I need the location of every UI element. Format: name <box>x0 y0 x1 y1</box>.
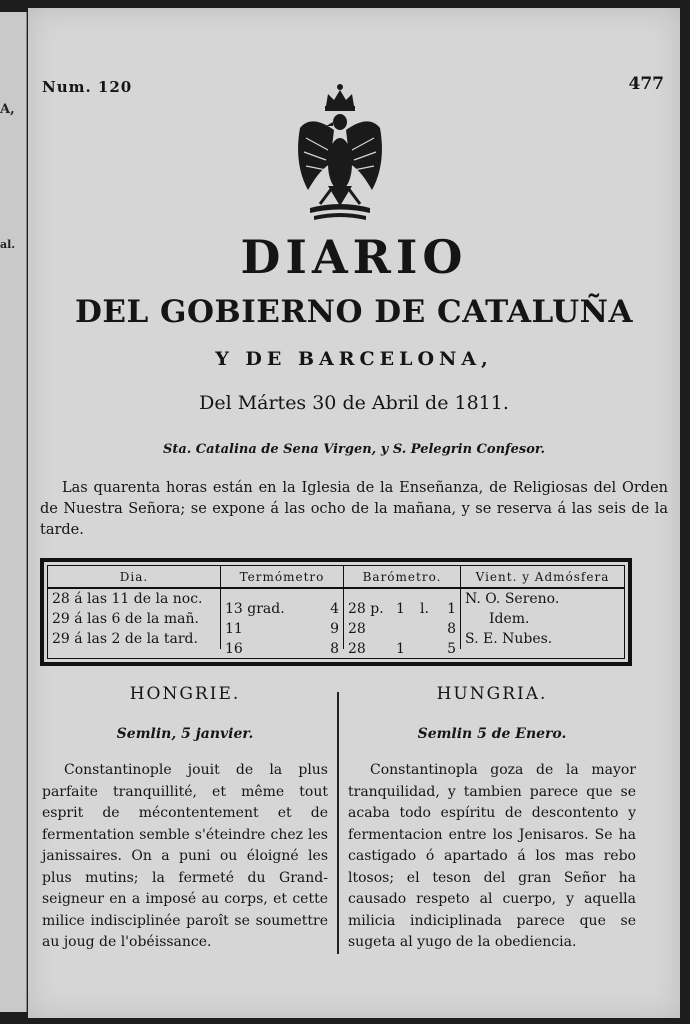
cell-dia: 28 á las 11 de la noc. <box>48 588 221 609</box>
column-body: Constantinople jouit de la plus parfaite tranquillité, et même tout esprit de mécontentement et de fermentation semble s'éteindre chez les janissaires. On a puni ou éloigné les plus mutins; la fermeté du Grand-seigneur en a imposé au corps, et cette milice indisciplinée paroît se soumettre au joug de l'obéissance. <box>42 762 328 950</box>
masthead-city: Y DE BARCELONA, <box>215 348 493 370</box>
cell-viento: S. E. Nubes. <box>465 631 553 647</box>
cell-termometro: 16 8 <box>221 629 344 649</box>
masthead-subtitle: DEL GOBIERNO DE CATALUÑA <box>74 294 634 330</box>
cell-termometro: 13 grad. 4 <box>221 588 344 609</box>
header-barometro: Barómetro. <box>344 566 461 588</box>
table-row <box>48 629 624 649</box>
cell-dia: 29 á las 6 de la mañ. <box>48 609 221 629</box>
weather-table <box>40 558 632 666</box>
column-dateline: Semlin, 5 janvier. <box>116 726 254 742</box>
adjacent-page-edge <box>0 12 27 1012</box>
issue-number: Num. 120 <box>42 78 133 96</box>
newspaper-page <box>28 8 680 1018</box>
table-row <box>48 588 624 609</box>
cell-viento: Idem. <box>489 611 530 627</box>
cell-barometro: 28 1 5 <box>344 629 461 649</box>
column-dateline: Semlin 5 de Enero. <box>417 726 567 742</box>
margin-fragment: al. <box>0 238 16 251</box>
table-row <box>48 609 624 629</box>
column-divider <box>337 692 339 954</box>
column-body: Constantinopla goza de la mayor tranquilidad, y tambien parece que se acaba todo espíritu de descontento y fermentacion entre los Jenisaros. Se ha castigado ó apartado á los mas rebo ltosos; el teson del gran Señor ha causado respeto al cuerpo, y aquella milicia indiciplinada parece que se sugeta al yugo de la obediencia. <box>348 762 636 950</box>
header-termometro: Termómetro <box>221 566 344 588</box>
cell-barometro: 28 p. 1 l. 1 <box>344 588 461 609</box>
header-dia: Dia. <box>48 566 221 588</box>
religious-notice <box>40 478 668 541</box>
masthead-title: DIARIO <box>240 230 468 284</box>
issue-date: Del Mártes 30 de Abril de 1811. <box>199 392 509 414</box>
weather-table-header <box>48 566 624 588</box>
french-column <box>42 684 328 954</box>
cell-termometro: 11 9 <box>221 609 344 629</box>
cell-dia: 29 á las 2 de la tard. <box>48 629 221 649</box>
saints-of-the-day: Sta. Catalina de Sena Virgen, y S. Pelegrin Confesor. <box>162 442 546 457</box>
page-number: 477 <box>628 74 664 94</box>
cell-barometro: 28 8 <box>344 609 461 629</box>
cell-viento: N. O. Sereno. <box>465 591 560 607</box>
column-heading: HUNGRIA. <box>436 684 548 704</box>
crowned-eagle-icon <box>290 80 390 225</box>
notice-text: Las quarenta horas están en la Iglesia de la Enseñanza, de Religiosas del Orden de Nuestra Señora; se expone á las ocho de la mañana, y se reserva á las seis de la tarde. <box>40 480 668 538</box>
spanish-column <box>348 684 636 954</box>
margin-fragment: A, <box>0 102 15 117</box>
header-viento: Vient. y Admósfera <box>461 566 625 588</box>
column-heading: HONGRIE. <box>129 684 241 704</box>
